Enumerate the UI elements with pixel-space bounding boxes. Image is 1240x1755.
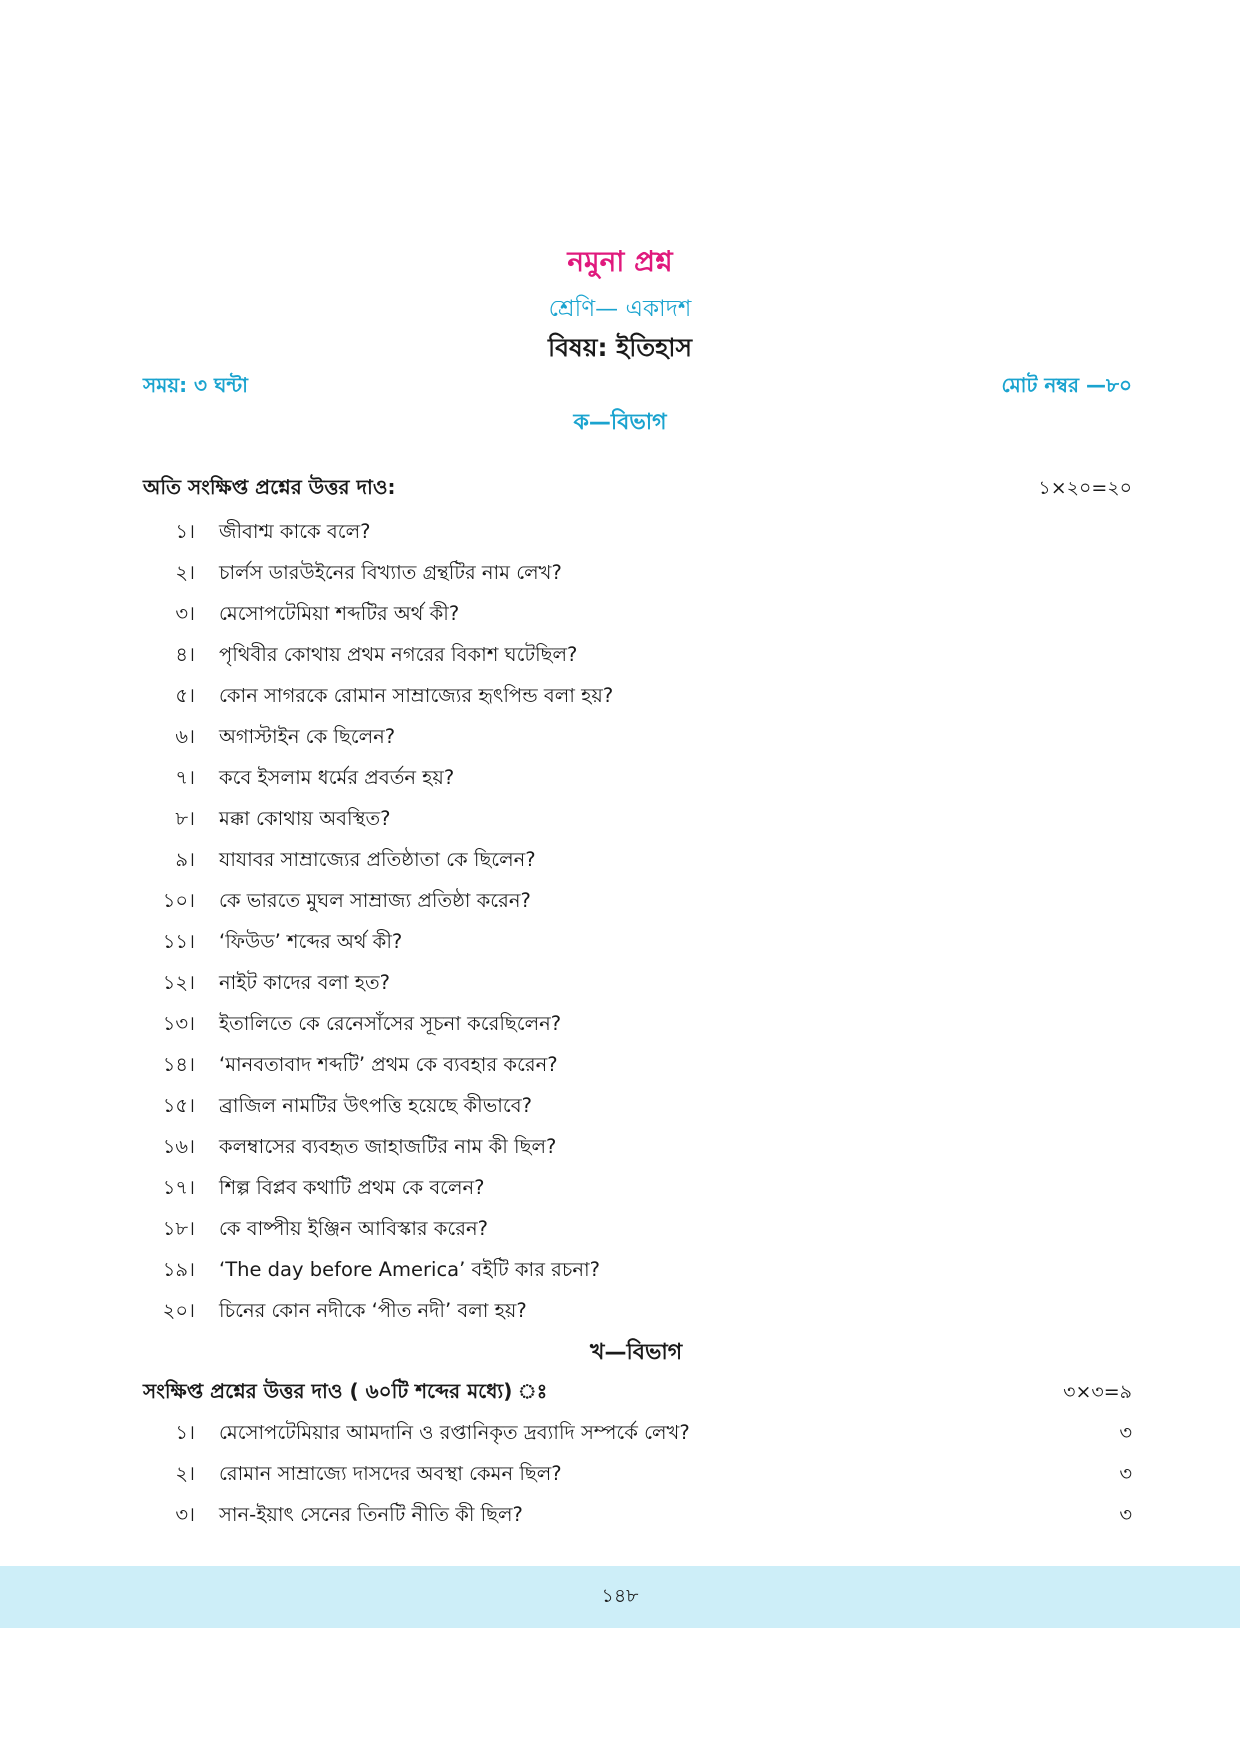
section-a-question-list — [143, 511, 1132, 1331]
question-number: ১৯। — [162, 1258, 195, 1281]
question-mark: ৩ — [1119, 1462, 1132, 1485]
question-row — [143, 921, 1132, 962]
question-text: মেসোপটেমিয়া শব্দটির অর্থ কী? — [219, 602, 460, 625]
page-number: ১৪৮ — [601, 1585, 639, 1607]
question-row — [143, 962, 1132, 1003]
question-text: যাযাবর সাম্রাজ্যের প্রতিষ্ঠাতা কে ছিলেন? — [219, 848, 536, 871]
question-text: কবে ইসলাম ধর্মের প্রবর্তন হয়? — [219, 766, 455, 789]
question-number: ৫। — [175, 684, 195, 707]
question-text: চিনের কোন নদীকে ‘পীত নদী’ বলা হয়? — [219, 1299, 527, 1322]
section-b-instruction: সংক্ষিপ্ত প্রশ্নের উত্তর দাও ( ৬০টি শব্দের মধ্যে) ঃ — [143, 1379, 548, 1403]
question-row — [143, 1412, 1132, 1453]
question-text: ‘The day before America’ বইটি কার রচনা? — [219, 1258, 601, 1281]
question-text: সান-ইয়াৎ সেনের তিনটি নীতি কী ছিল? — [219, 1503, 523, 1526]
question-row — [143, 839, 1132, 880]
question-number: ১৭। — [162, 1176, 195, 1199]
question-row — [143, 1208, 1132, 1249]
question-text: শিল্প বিপ্লব কথাটি প্রথম কে বলেন? — [219, 1176, 485, 1199]
question-text: চার্লস ডারউইনের বিখ্যাত গ্রন্থটির নাম লেখ? — [219, 561, 562, 584]
question-number: ৮। — [175, 807, 195, 830]
question-number: ৭। — [175, 766, 195, 789]
section-a-marks: ১×২০=২০ — [1038, 477, 1132, 499]
question-number: ১৫। — [162, 1094, 195, 1117]
question-row — [143, 1003, 1132, 1044]
question-number: ১০। — [162, 889, 195, 912]
question-number: ২। — [175, 561, 195, 584]
question-text: জীবাশ্ম কাকে বলে? — [219, 520, 371, 543]
question-text: ইতালিতে কে রেনেসাঁসের সূচনা করেছিলেন? — [219, 1012, 562, 1035]
question-text: ‘ফিউড’ শব্দের অর্থ কী? — [219, 930, 403, 953]
question-row — [143, 716, 1132, 757]
question-row — [143, 757, 1132, 798]
subject-label: বিষয়: ইতিহাস — [547, 333, 693, 362]
question-text: মক্কা কোথায় অবস্থিত? — [219, 807, 391, 830]
question-text: কে বাষ্পীয় ইঞ্জিন আবিস্কার করেন? — [219, 1217, 488, 1240]
question-row — [143, 1290, 1132, 1331]
question-row — [143, 511, 1132, 552]
question-text: কে ভারতে মুঘল সাম্রাজ্য প্রতিষ্ঠা করেন? — [219, 889, 531, 912]
page-title: নমুনা প্রশ্ন — [567, 245, 673, 278]
question-row — [143, 634, 1132, 675]
question-text: মেসোপটেমিয়ার আমদানি ও রপ্তানিকৃত দ্রব্যাদি সম্পর্কে লেখ? — [219, 1421, 690, 1444]
question-number: ১৩। — [162, 1012, 195, 1035]
question-row — [143, 1249, 1132, 1290]
total-marks-label: মোট নম্বর —৮০ — [1001, 373, 1132, 397]
question-row — [143, 1085, 1132, 1126]
question-number: ১। — [175, 1421, 195, 1444]
section-a-instruction: অতি সংক্ষিপ্ত প্রশ্নের উত্তর দাও: — [143, 475, 396, 499]
question-text: ‘মানবতাবাদ শব্দটি’ প্রথম কে ব্যবহার করেন? — [219, 1053, 558, 1076]
section-b-marks: ৩×৩=৯ — [1063, 1381, 1132, 1403]
question-number: ২। — [175, 1462, 195, 1485]
question-text: কোন সাগরকে রোমান সাম্রাজ্যের হৃৎপিন্ড বলা হয়? — [219, 684, 614, 707]
question-number: ৪। — [175, 643, 195, 666]
class-label: শ্রেণি— একাদশ — [548, 296, 692, 322]
question-row — [143, 1044, 1132, 1085]
question-number: ৬। — [175, 725, 195, 748]
section-b-heading: খ—বিভাগ — [590, 1340, 683, 1365]
question-number: ১। — [175, 520, 195, 543]
question-row — [143, 880, 1132, 921]
question-number: ৩। — [175, 1503, 195, 1526]
section-a-heading: ক—বিভাগ — [573, 410, 667, 435]
time-label: সময়: ৩ ঘন্টা — [143, 373, 248, 397]
question-text: অগাস্টাইন কে ছিলেন? — [219, 725, 396, 748]
question-row — [143, 1126, 1132, 1167]
question-number: ১১। — [162, 930, 195, 953]
question-number: ৩। — [175, 602, 195, 625]
question-row — [143, 552, 1132, 593]
section-b-question-list — [143, 1412, 1132, 1535]
question-row — [143, 1453, 1132, 1494]
question-text: নাইট কাদের বলা হত? — [219, 971, 391, 994]
question-mark: ৩ — [1119, 1421, 1132, 1444]
question-number: ৯। — [175, 848, 195, 871]
question-text: রোমান সাম্রাজ্যে দাসদের অবস্থা কেমন ছিল? — [219, 1462, 562, 1485]
question-number: ১৪। — [162, 1053, 195, 1076]
question-number: ১২। — [162, 971, 195, 994]
question-number: ২০। — [162, 1299, 195, 1322]
question-number: ১৬। — [162, 1135, 195, 1158]
question-text: ব্রাজিল নামটির উৎপত্তি হয়েছে কীভাবে? — [219, 1094, 532, 1117]
question-row — [143, 1494, 1132, 1535]
question-text: কলম্বাসের ব্যবহৃত জাহাজটির নাম কী ছিল? — [219, 1135, 557, 1158]
question-row — [143, 593, 1132, 634]
question-number: ১৮। — [162, 1217, 195, 1240]
question-row — [143, 1167, 1132, 1208]
question-row — [143, 798, 1132, 839]
question-text: পৃথিবীর কোথায় প্রথম নগরের বিকাশ ঘটেছিল? — [219, 643, 578, 666]
question-mark: ৩ — [1119, 1503, 1132, 1526]
question-row — [143, 675, 1132, 716]
